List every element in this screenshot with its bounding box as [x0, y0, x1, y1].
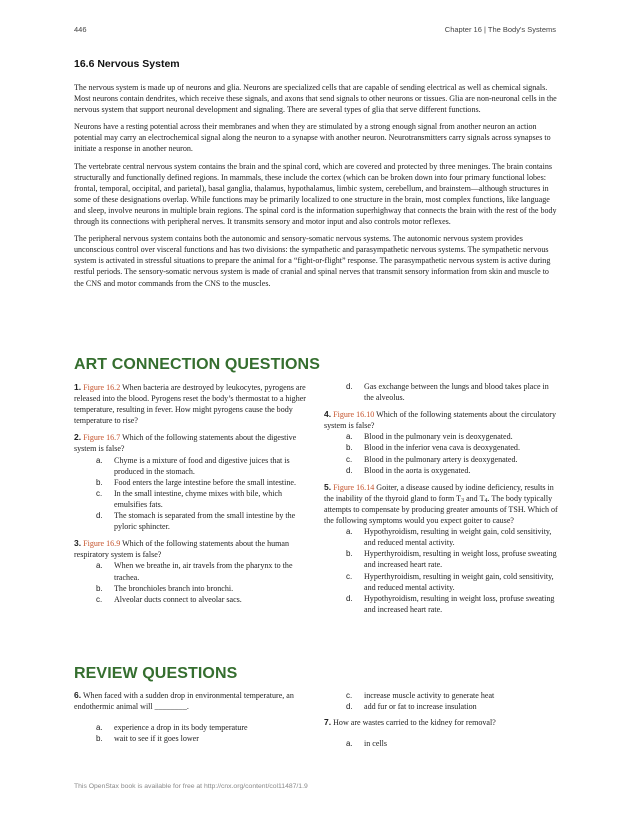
figure-link[interactable]: Figure 16.7 [83, 433, 121, 443]
figure-link[interactable]: Figure 16.14 [333, 482, 375, 492]
answer-option: a. Chyme is a mixture of food and digestive juices that is produced in the stomach. [96, 455, 290, 476]
answer-option: c. Alveolar ducts connect to alveolar sacs. [96, 594, 242, 604]
answer-option: d. Gas exchange between the lungs and blood takes place in the alveolus. [346, 382, 549, 403]
page-footer: This OpenStax book is available for free at http://cnx.org/content/col11487/1.9 [74, 783, 308, 790]
answer-option: b. Food enters the large intestine before the small intestine. [96, 477, 296, 487]
answer-option: d. The stomach is separated from the small intestine by the pyloric sphincter. [96, 511, 296, 532]
answer-option: b. wait to see if it goes lower [96, 734, 199, 744]
review-questions-left-column [74, 690, 308, 750]
art-questions-right-column [324, 381, 558, 621]
question-2: 2. Figure 16.7 Which of the following statements about the digestive system is false? a. Chyme is a mixture of food and digestive juices that is produced in the stomach. b. Food enters the large intestine before the small intestine. c. In the small intestine, chyme mixes with bile, which emulsifies fats. d. The stomach is separated from the small intestine by the pyloric sphincter. [74, 432, 308, 532]
paragraph: The peripheral nervous system contains both the autonomic and sensory-somatic nervous systems. The autonomic nervous system provides unconscious control over visceral functions and has two divisions: the sympathetic and parasympathetic nervous systems. The sympathetic nervous system is activated in stressful situations to prepare the animal for a “fight-or-flight” response. The parasympathetic nervous system is active during restful periods. The sensory-somatic nervous system is made of cranial and spinal nerves that transmit sensory information from skin and muscle to the CNS and motor commands from the CNS to the muscles. [74, 234, 551, 288]
answer-option: b. Blood in the inferior vena cava is deoxygenated. [346, 443, 520, 453]
question-4: 4. Figure 16.10 Which of the following statements about the circulatory system is false? a. Blood in the pulmonary vein is deoxygenated. b. Blood in the inferior vena cava is deoxygenated. c. Blood in the pulmonary artery is deoxygenated. d. Blood in the aorta is oxygenated. [324, 409, 557, 475]
figure-link[interactable]: Figure 16.9 [83, 539, 121, 549]
question-1: 1. Figure 16.2 When bacteria are destroyed by leukocytes, pyrogens are released into the blood. Pyrogens reset the body’s thermostat to a higher temperature, resulting in fever. How might pyrogens cause the body temperature to rise? [74, 382, 306, 426]
art-questions-left-column [74, 382, 308, 611]
answer-option: c. Blood in the pulmonary artery is deoxygenated. [346, 454, 518, 464]
question-7: 7. How are wastes carried to the kidney for removal? a. in cells [324, 717, 558, 749]
answer-option: d. Blood in the aorta is oxygenated. [346, 465, 471, 475]
answer-option: c. In the small intestine, chyme mixes with bile, which emulsifies fats. [96, 488, 283, 509]
answer-option: a. When we breathe in, air travels from the pharynx to the trachea. [96, 561, 293, 582]
answer-option: a. Blood in the pulmonary vein is deoxygenated. [346, 432, 513, 442]
figure-link[interactable]: Figure 16.2 [83, 383, 121, 392]
review-questions-heading: REVIEW QUESTIONS [74, 665, 238, 682]
answer-option: b. The bronchioles branch into bronchi. [96, 583, 234, 593]
paragraph: The nervous system is made up of neurons and glia. Neurons are specialized cells that are capable of sending electrical as well as chemical signals. Most neurons contain dendrites, which receive these signals, and axons that send signals to other neurons or tissues. Glia are non-neuronal cells in the nervous system that support neuronal development and signaling. There are several types of glia that serve different functions. [74, 83, 557, 115]
review-questions-right-column [324, 690, 558, 755]
section-body [74, 82, 558, 295]
answer-option: a. experience a drop in its body temperature [96, 723, 248, 733]
page-number: 446 [74, 25, 87, 34]
figure-link[interactable]: Figure 16.10 [333, 410, 375, 420]
answer-option: b. Hyperthyroidism, resulting in weight loss, profuse sweating and increased heart rate. [346, 549, 557, 570]
chapter-title: Chapter 16 | The Body's Systems [444, 25, 556, 34]
answer-option: d. Hypothyroidism, resulting in weight loss, profuse sweating and increased heart rate. [346, 593, 555, 614]
question-6: 6. When faced with a sudden drop in environmental temperature, an endothermic animal will ________. a. experience a drop in its body temperature b. wait to see if it goes lower [74, 690, 308, 744]
answer-option: d. add fur or fat to increase insulation [346, 702, 477, 712]
art-connection-heading: ART CONNECTION QUESTIONS [74, 356, 320, 373]
paragraph: Neurons have a resting potential across their membranes and when they are stimulated by a strong enough signal from another neuron an action potential may carry an electrochemical signal along the neuron to a synapse with another neuron. Neurotransmitters carry signals across synapses to initiate a response in another neuron. [74, 122, 551, 154]
answer-option: a. in cells [346, 739, 388, 749]
answer-option: c. Hyperthyroidism, resulting in weight gain, cold sensitivity, and reduced mental activity. [346, 571, 554, 592]
answer-option: a. Hypothyroidism, resulting in weight gain, cold sensitivity, and reduced mental activity. [346, 527, 552, 548]
answer-option: c. increase muscle activity to generate heat [346, 691, 495, 700]
section-title: 16.6 Nervous System [74, 58, 180, 70]
question-3: 3. Figure 16.9 Which of the following statements about the human respiratory system is false? a. When we breathe in, air travels from the pharynx to the trachea. b. The bronchioles branch into bronchi. c. Alveolar ducts connect to alveolar sacs. [74, 538, 308, 605]
page-header [74, 25, 556, 37]
paragraph: The vertebrate central nervous system contains the brain and the spinal cord, which are covered and protected by three meninges. The brain contains structurally and functionally defined regions. In mammals, these include the cortex (which can be broken down into four primary functional lobes: frontal, temporal, occipital, and parietal), basal ganglia, thalamus, hypothalamus, limbic system, cerebellum, and brainstem—although structures in some of these designations overlap. While functions may be primarily localized to one structure in the brain, most complex functions, like language and sleep, involve neurons in multiple brain regions. The spinal cord is the information superhighway that connects the brain with the rest of the body through its connections with peripheral nerves. It transmits sensory and motor input and also controls motor reflexes. [74, 161, 557, 227]
question-5: 5. Figure 16.14 Goiter, a disease caused by iodine deficiency, results in the inability of the thyroid gland to form $T_3$ and $T_4$. The body typically attempts to compensate by producing greater amounts of TSH. Which of the following symptoms would you expect goiter to cause? a. Hypothyroidism, resulting in weight gain, cold sensitivity, and reduced mental activity. b. Hyperthyroidism, resulting in weight loss, profuse sweating and increased heart rate. c. Hyperthyroidism, resulting in weight gain, cold sensitivity, and reduced mental activity. d. Hypothyroidism, resulting in weight loss, profuse sweating and increased heart rate. [324, 481, 558, 614]
